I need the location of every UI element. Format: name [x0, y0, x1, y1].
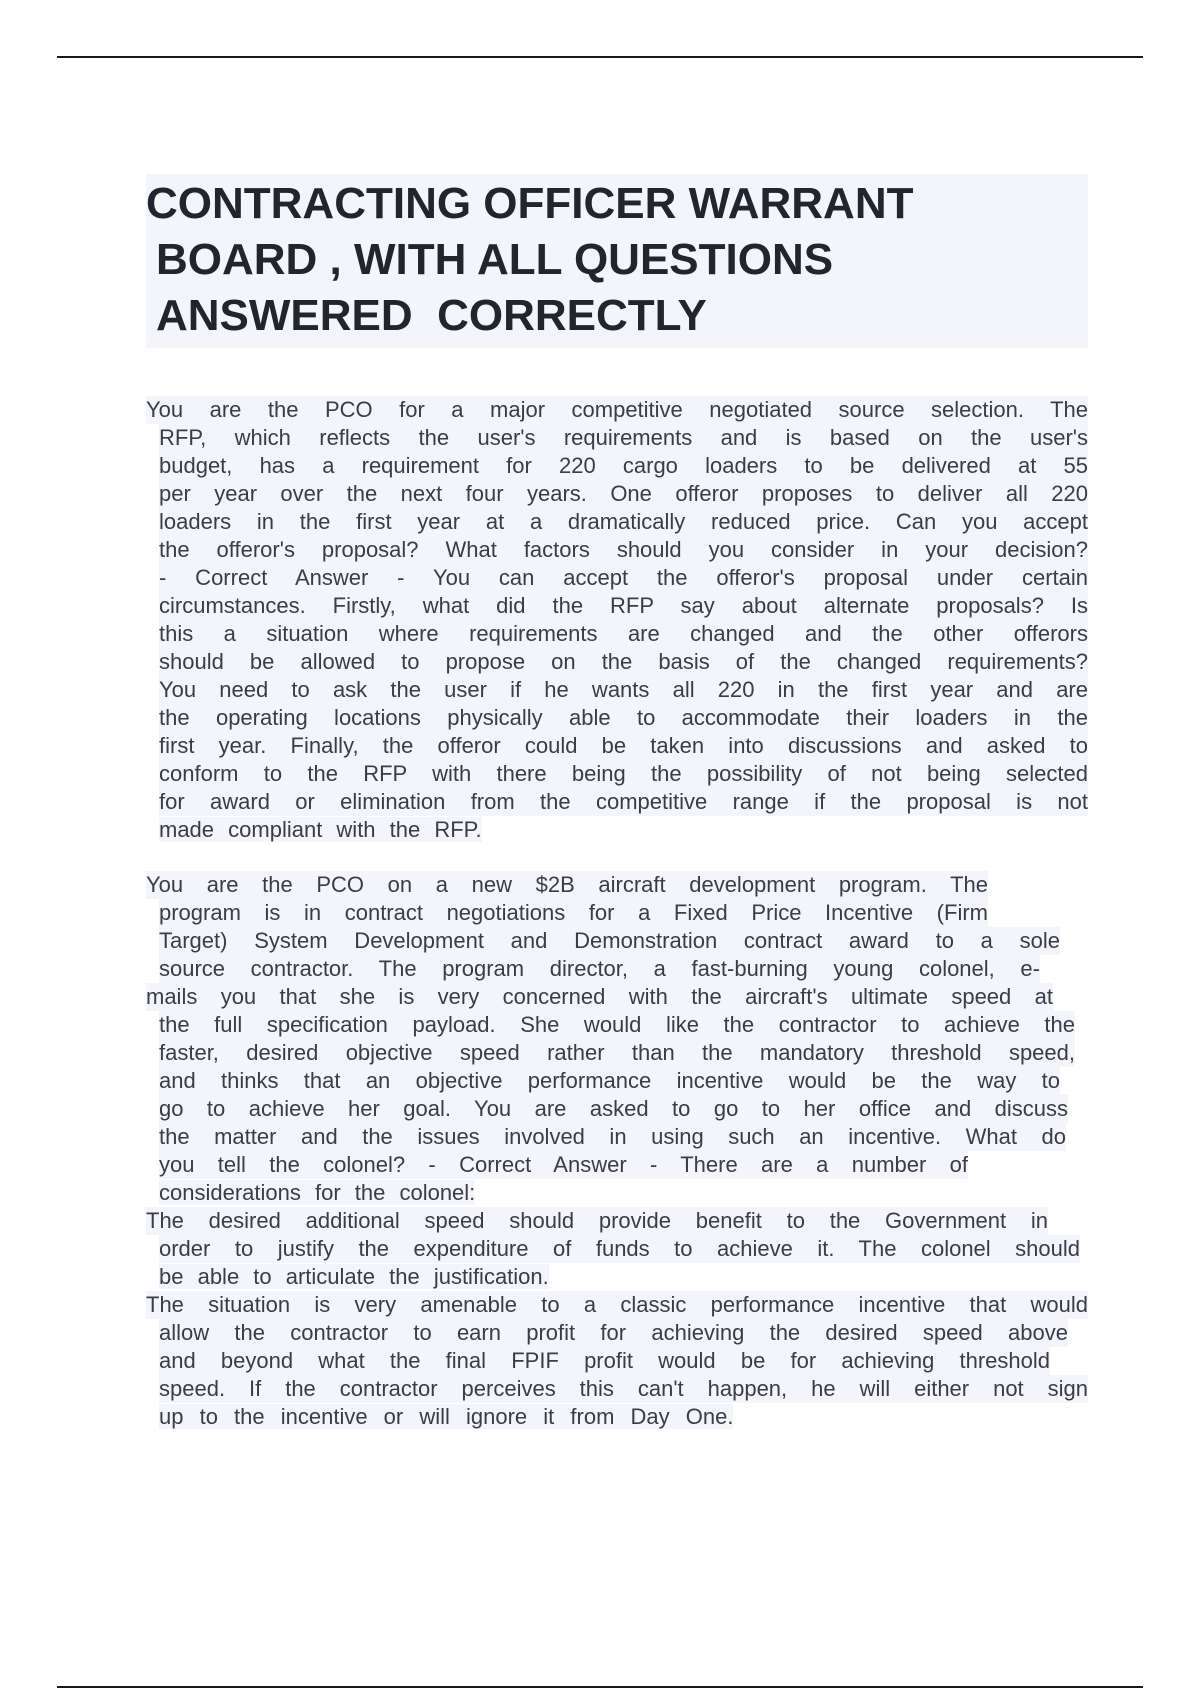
text-line: allow the contractor to earn profit for achieving the desired speed above — [159, 1320, 1068, 1345]
text-line: circumstances. Firstly, what did the RFP say about alternate proposals? Is — [159, 593, 1088, 618]
top-rule — [57, 56, 1143, 58]
text-line: - Correct Answer - You can accept the offeror's proposal under certain — [159, 565, 1088, 590]
text-line: program is in contract negotiations for a Fixed Price Incentive (Firm — [159, 900, 988, 925]
text-line: be able to articulate the justification. — [159, 1264, 549, 1289]
text-line: considerations for the colonel: — [159, 1180, 476, 1205]
text-line: go to achieve her goal. You are asked to go to her office and discuss — [159, 1096, 1068, 1121]
text-line: faster, desired objective speed rather than the mandatory threshold speed, — [159, 1040, 1075, 1065]
title-box — [146, 174, 1088, 348]
text-line: RFP, which reflects the user's requirements and is based on the user's — [159, 425, 1088, 450]
text-line: You are the PCO on a new $2B aircraft development program. The — [146, 872, 988, 897]
text-line: Target) System Development and Demonstration contract award to a sole — [159, 928, 1060, 953]
text-line: the operating locations physically able to accommodate their loaders in the — [159, 705, 1088, 730]
text-line: up to the incentive or will ignore it from Day One. — [159, 1404, 734, 1429]
text-line: You need to ask the user if he wants all 220 in the first year and are — [159, 677, 1088, 702]
text-line: first year. Finally, the offeror could be taken into discussions and asked to — [159, 733, 1088, 758]
text-line: the matter and the issues involved in using such an incentive. What do — [159, 1124, 1066, 1149]
text-line: you tell the colonel? - Correct Answer - There are a number of — [159, 1152, 968, 1177]
text-line: should be allowed to propose on the basis of the changed requirements? — [159, 649, 1088, 674]
text-line: per year over the next four years. One offeror proposes to deliver all 220 — [159, 481, 1088, 506]
page-title — [146, 176, 1088, 344]
text-line: and beyond what the final FPIF profit would be for achieving threshold — [159, 1348, 1050, 1373]
text-line: conform to the RFP with there being the possibility of not being selected — [159, 761, 1088, 786]
text-line: order to justify the expenditure of funds to achieve it. The colonel should — [159, 1236, 1080, 1261]
text-line: and thinks that an objective performance incentive would be the way to — [159, 1068, 1060, 1093]
text-line: budget, has a requirement for 220 cargo loaders to be delivered at 55 — [159, 453, 1088, 478]
text-line: made compliant with the RFP. — [159, 817, 482, 842]
text-line: mails you that she is very concerned with the aircraft's ultimate speed at — [146, 984, 1053, 1009]
title-line: ANSWERED CORRECTLY — [156, 291, 707, 340]
question-1 — [146, 396, 1088, 844]
text-line: The desired additional speed should provide benefit to the Government in — [146, 1208, 1048, 1233]
text-line: the full specification payload. She would like the contractor to achieve the — [159, 1012, 1075, 1037]
text-line: speed. If the contractor perceives this can't happen, he will either not sign — [159, 1376, 1088, 1401]
text-line: The situation is very amenable to a classic performance incentive that would — [146, 1292, 1088, 1317]
question-2 — [146, 871, 1088, 1431]
title-line: CONTRACTING OFFICER WARRANT — [146, 179, 914, 228]
text-line: loaders in the first year at a dramatically reduced price. Can you accept — [159, 509, 1088, 534]
text-line: for award or elimination from the competitive range if the proposal is not — [159, 789, 1088, 814]
text-line: You are the PCO for a major competitive negotiated source selection. The — [146, 397, 1088, 422]
bottom-rule — [57, 1686, 1143, 1688]
text-line: source contractor. The program director, a fast-burning young colonel, e- — [159, 956, 1040, 981]
title-line: BOARD , WITH ALL QUESTIONS — [156, 235, 834, 284]
text-line: this a situation where requirements are changed and the other offerors — [159, 621, 1088, 646]
text-line: the offeror's proposal? What factors should you consider in your decision? — [159, 537, 1088, 562]
